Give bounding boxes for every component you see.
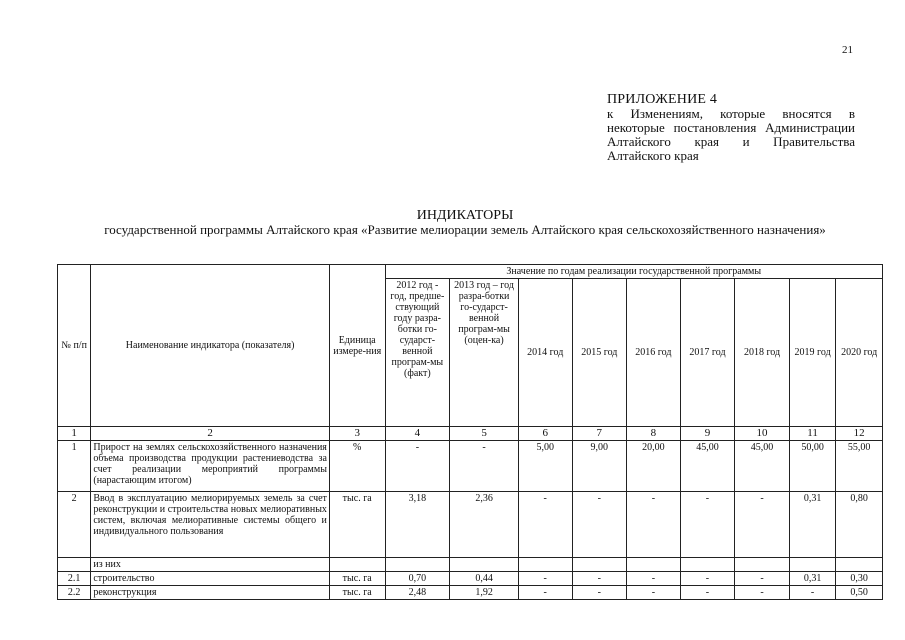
row-name: из них [91,558,330,572]
column-number: 10 [735,427,790,441]
column-number: 12 [836,427,883,441]
row-value: - [572,492,627,558]
row-value [836,558,883,572]
row-unit: тыс. га [329,586,385,600]
header-group: Значение по годам реализации государственной программы [385,265,882,279]
row-num: 2 [58,492,91,558]
header-name: Наименование индикатора (показателя) [91,265,330,427]
row-value: - [518,572,572,586]
row-num: 1 [58,441,91,492]
row-value: 0,31 [789,572,836,586]
row-value: - [735,586,790,600]
row-name: реконструкция [91,586,330,600]
row-value: 45,00 [735,441,790,492]
header-year-2016: 2016 год [627,279,681,427]
row-value [518,558,572,572]
header-year-2020: 2020 год [836,279,883,427]
row-value: - [680,572,735,586]
row-value [735,558,790,572]
row-value: - [680,586,735,600]
header-row-group [58,265,883,279]
row-unit: тыс. га [329,492,385,558]
header-year-2014: 2014 год [518,279,572,427]
row-value: - [735,492,790,558]
row-value: 2,48 [385,586,450,600]
row-value: 0,50 [836,586,883,600]
table-row [58,441,883,492]
row-value: 45,00 [680,441,735,492]
row-value: 2,36 [450,492,519,558]
row-value: 0,44 [450,572,519,586]
row-value: 9,00 [572,441,627,492]
column-number-row [58,427,883,441]
column-number: 1 [58,427,91,441]
row-num: 2.2 [58,586,91,600]
page-number: 21 [842,44,853,56]
row-value: - [627,572,681,586]
row-value: - [518,586,572,600]
row-value: - [450,441,519,492]
column-number: 4 [385,427,450,441]
row-name: Прирост на землях сельскохозяйственного назначения объема производства продукции растениеводства за счет реализации мероприятий программы (нарастающим итогом) [91,441,330,492]
row-name: строительство [91,572,330,586]
row-value: 0,30 [836,572,883,586]
row-value [680,558,735,572]
row-value: - [572,586,627,600]
row-value: - [627,586,681,600]
header-unit: Единица измере-ния [329,265,385,427]
row-value: - [789,586,836,600]
row-unit [329,558,385,572]
header-year-2017: 2017 год [680,279,735,427]
header-year-2018: 2018 год [735,279,790,427]
appendix-block [607,93,855,163]
table-row [58,492,883,558]
row-value: 50,00 [789,441,836,492]
row-value [450,558,519,572]
row-value: - [518,492,572,558]
row-value [789,558,836,572]
header-num: № п/п [58,265,91,427]
header-year-2015: 2015 год [572,279,627,427]
row-num: 2.1 [58,572,91,586]
heading-subtitle: государственной программы Алтайского края «Развитие мелиорации земель Алтайского края сельскохозяйственного назначения» [104,222,826,237]
row-value: - [627,492,681,558]
column-number: 5 [450,427,519,441]
appendix-title: ПРИЛОЖЕНИЕ 4 [607,92,718,107]
column-number: 2 [91,427,330,441]
row-value: 0,80 [836,492,883,558]
header-year-2019: 2019 год [789,279,836,427]
column-number: 9 [680,427,735,441]
row-value: 0,70 [385,572,450,586]
column-number: 6 [518,427,572,441]
header-year-2013: 2013 год – год разра-ботки го-сударст-венной програм-мы (оцен-ка) [450,279,519,427]
row-value: - [735,572,790,586]
row-value: 20,00 [627,441,681,492]
column-number: 11 [789,427,836,441]
row-value [572,558,627,572]
column-number: 8 [627,427,681,441]
row-value [385,558,450,572]
row-value: 5,00 [518,441,572,492]
appendix-text: к Изменениям, которые вносятся в некоторые постановления Администрации Алтайского края и Правительства Алтайского края [607,106,855,163]
indicators-table [57,264,883,600]
document-heading [100,209,830,237]
column-number: 7 [572,427,627,441]
header-year-2012: 2012 год - год, предше-ствующий году разра-ботки го-сударст-венной програм-мы (факт) [385,279,450,427]
row-value: 1,92 [450,586,519,600]
row-name: Ввод в эксплуатацию мелиорируемых земель за счет реконструкции и строительства новых мелиоративных систем, включая мелиоративные системы общего и индивидуального пользования [91,492,330,558]
row-value: 55,00 [836,441,883,492]
row-value: 3,18 [385,492,450,558]
row-unit: % [329,441,385,492]
row-value: - [572,572,627,586]
column-number: 3 [329,427,385,441]
row-value: - [385,441,450,492]
table-row [58,586,883,600]
row-unit: тыс. га [329,572,385,586]
heading-title: ИНДИКАТОРЫ [416,208,514,223]
row-value [627,558,681,572]
row-value: 0,31 [789,492,836,558]
row-num [58,558,91,572]
table-row [58,572,883,586]
table-row [58,558,883,572]
row-value: - [680,492,735,558]
